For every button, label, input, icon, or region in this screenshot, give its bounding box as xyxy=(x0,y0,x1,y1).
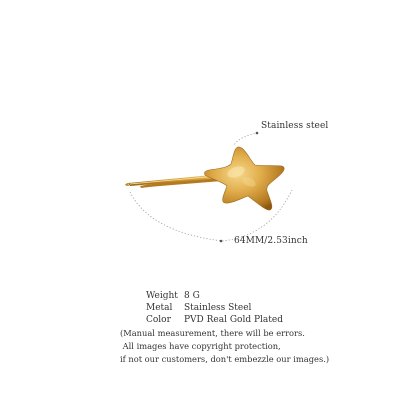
spec-value: PVD Real Gold Plated xyxy=(184,315,283,325)
length-measure-dot xyxy=(220,240,223,243)
material-callout-line xyxy=(234,133,258,145)
spec-value: 8 G xyxy=(184,291,200,301)
note-line: All images have copyright protection, xyxy=(120,341,281,351)
material-callout-label: Stainless steel xyxy=(261,121,329,131)
size-callout-label: 64MM/2.53inch xyxy=(234,236,308,246)
spec-row-color xyxy=(146,314,283,326)
spec-key: Weight xyxy=(146,291,178,301)
spec-table xyxy=(146,290,283,326)
spec-value: Stainless Steel xyxy=(184,303,252,313)
spec-row-weight xyxy=(146,290,283,302)
star-head xyxy=(204,147,284,210)
disclaimer-notes xyxy=(120,327,329,366)
spec-key: Metal xyxy=(146,303,173,313)
spec-row-metal xyxy=(146,302,283,314)
note-line: (Manual measurement, there will be errors. xyxy=(120,328,305,338)
note-line: if not our customers, don't embezzle our images.) xyxy=(120,354,330,364)
material-callout-dot xyxy=(256,132,259,135)
spec-key: Color xyxy=(146,315,171,325)
